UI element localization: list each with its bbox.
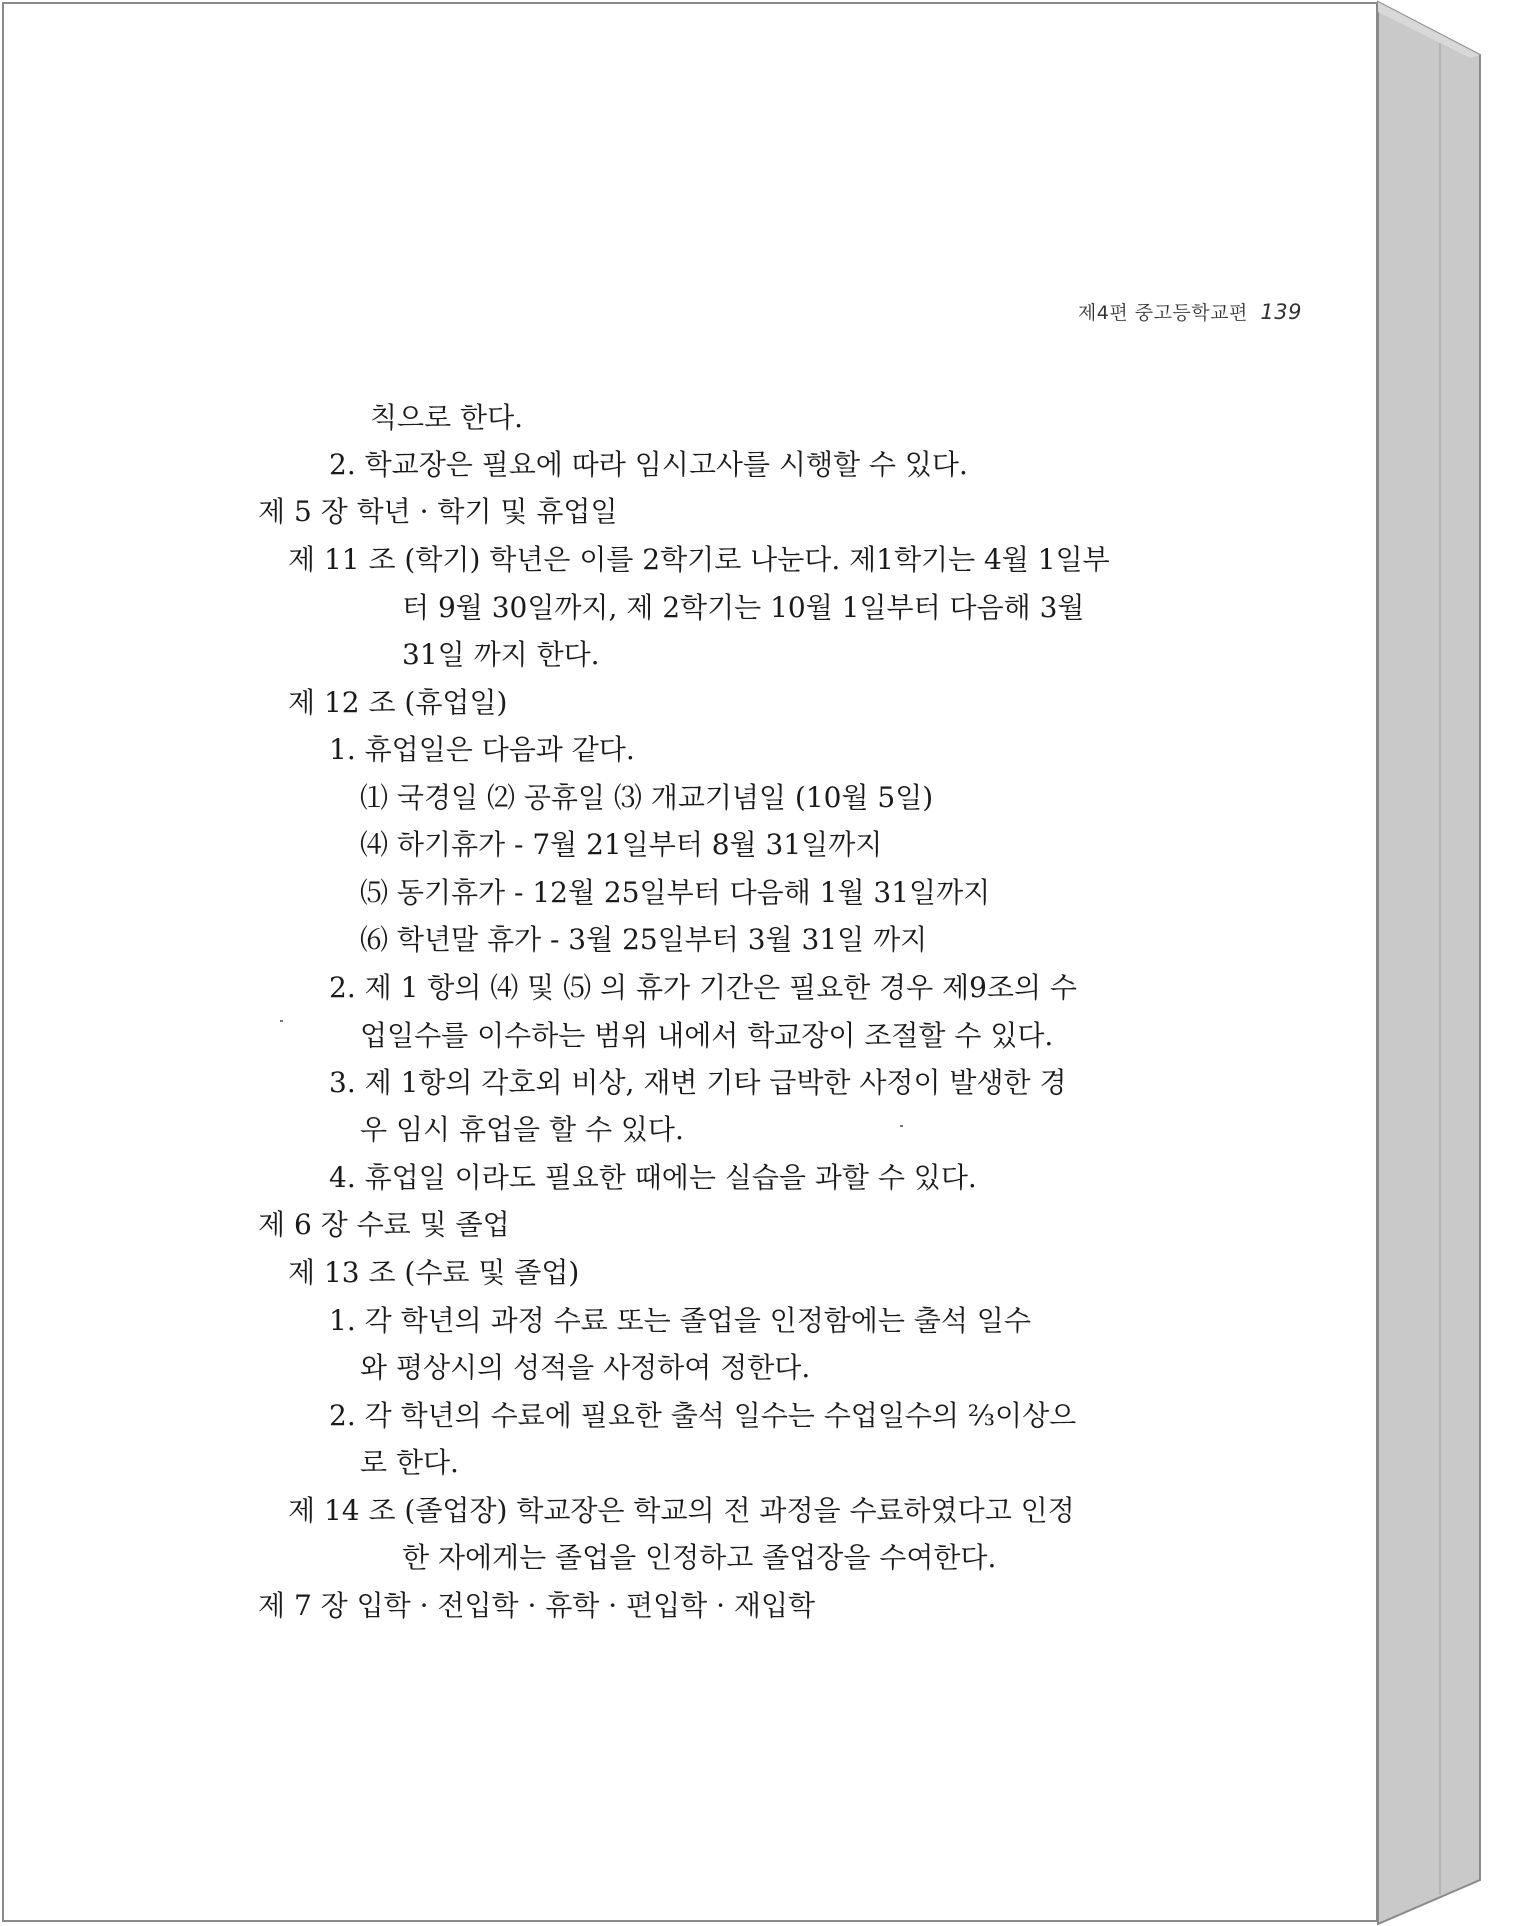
scan-speck [280, 1020, 283, 1022]
chapter-heading: 제 7 장 입학 · 전입학 · 휴학 · 편입학 · 재입학 [258, 1589, 816, 1622]
text-line: 칙으로 한다. [370, 401, 524, 434]
text-line: 2. 각 학년의 수료에 필요한 출석 일수는 수업일수의 ⅔이상으 [329, 1399, 1077, 1432]
text-line: 한 자에게는 졸업을 인정하고 졸업장을 수여한다. [402, 1541, 997, 1574]
page-number: 139 [1260, 300, 1302, 324]
article-heading: 제 13 조 (수료 및 졸업) [288, 1256, 580, 1289]
scan-speck [900, 1125, 903, 1127]
text-line: 1. 각 학년의 과정 수료 또는 졸업을 인정함에는 출석 일수 [329, 1304, 1031, 1337]
list-item: ⑸ 동기휴가 - 12월 25일부터 다음해 1월 31일까지 [360, 876, 991, 909]
text-line: 1. 휴업일은 다음과 같다. [329, 733, 635, 766]
article-line: 제 14 조 (졸업장) 학교장은 학교의 전 과정을 수료하였다고 인정 [288, 1494, 1075, 1527]
text-line: 와 평상시의 성적을 사정하여 정한다. [360, 1351, 811, 1384]
list-item: ⑷ 하기휴가 - 7월 21일부터 8월 31일까지 [360, 828, 883, 861]
list-item: ⑴ 국경일 ⑵ 공휴일 ⑶ 개교기념일 (10월 5일) [360, 781, 934, 814]
text-line: 2. 학교장은 필요에 따라 임시고사를 시행할 수 있다. [329, 448, 968, 481]
text-line: 31일 까지 한다. [402, 638, 600, 671]
text-line: 로 한다. [360, 1446, 459, 1479]
text-line: 4. 휴업일 이라도 필요한 때에는 실습을 과할 수 있다. [329, 1161, 977, 1194]
article-line: 제 11 조 (학기) 학년은 이를 2학기로 나눈다. 제1학기는 4월 1일부 [288, 543, 1110, 576]
text-line: 2. 제 1 항의 ⑷ 및 ⑸ 의 휴가 기간은 필요한 경우 제9조의 수 [329, 971, 1077, 1004]
text-line: 3. 제 1항의 각호외 비상, 재변 기타 급박한 사정이 발생한 경 [329, 1066, 1067, 1099]
text-line: 터 9월 30일까지, 제 2학기는 10월 1일부터 다음해 3월 [402, 591, 1085, 624]
article-heading: 제 12 조 (휴업일) [288, 686, 508, 719]
list-item: ⑹ 학년말 휴가 - 3월 25일부터 3월 31일 까지 [360, 923, 928, 956]
chapter-heading: 제 6 장 수료 및 졸업 [258, 1208, 510, 1241]
running-header [1078, 298, 1302, 325]
chapter-heading: 제 5 장 학년 · 학기 및 휴업일 [258, 495, 618, 528]
book-page [2, 2, 1378, 1922]
text-line: 업일수를 이수하는 범위 내에서 학교장이 조절할 수 있다. [360, 1019, 1054, 1052]
text-line: 우 임시 휴업을 할 수 있다. [360, 1113, 684, 1146]
running-title: 제4편 중고등학교편 [1077, 302, 1248, 324]
